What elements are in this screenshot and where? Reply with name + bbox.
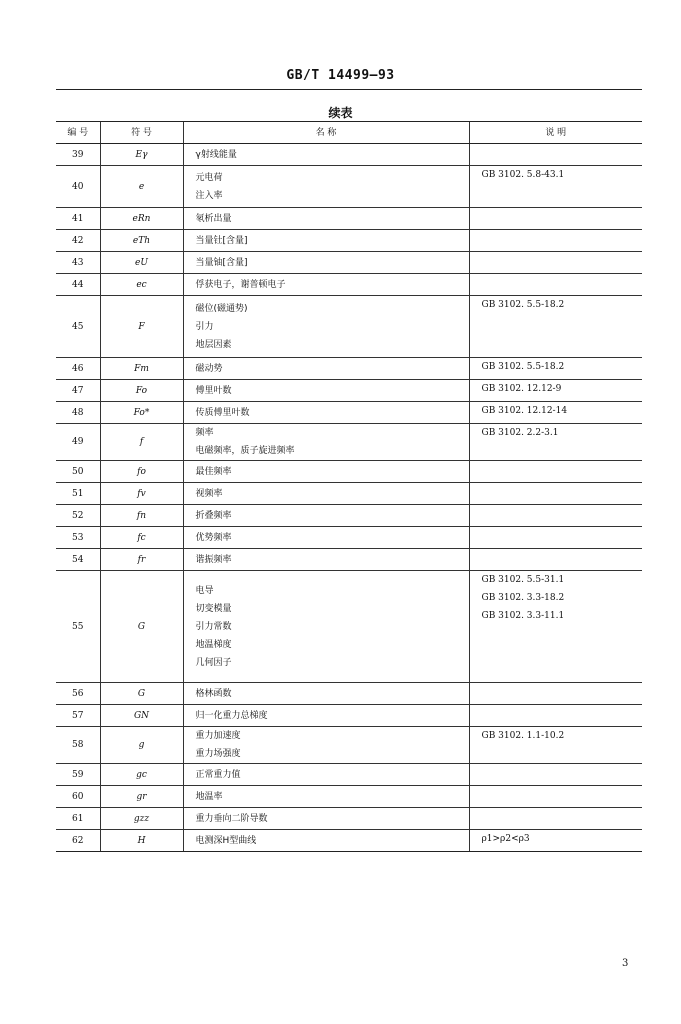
- row-names: [183, 144, 469, 166]
- row-note: ρ1>ρ2<ρ3: [481, 834, 530, 844]
- row-notes: [469, 786, 642, 808]
- row-note: GB 3102. 1.1-10.2: [481, 731, 565, 741]
- row-name: 地温率: [195, 791, 223, 802]
- row-number: 45: [56, 296, 100, 358]
- row-name: 几何因子: [195, 657, 232, 668]
- row-number: 58: [56, 727, 100, 764]
- row-symbol: fv: [100, 483, 183, 505]
- table-row: [56, 380, 642, 402]
- table-row: [56, 830, 642, 852]
- row-name: 当量钍[含量]: [195, 235, 248, 246]
- row-symbol: F: [100, 296, 183, 358]
- row-notes: [469, 764, 642, 786]
- row-number: 52: [56, 505, 100, 527]
- row-number: 57: [56, 705, 100, 727]
- row-number: 56: [56, 683, 100, 705]
- row-name: 重力垂向二阶导数: [195, 813, 268, 824]
- row-number: 49: [56, 424, 100, 461]
- row-names: [183, 505, 469, 527]
- row-notes: [469, 830, 642, 852]
- row-notes: [469, 252, 642, 274]
- table-row: [56, 483, 642, 505]
- column-header-note: 说 明: [469, 122, 642, 144]
- row-name: 地层因素: [195, 339, 232, 350]
- row-symbol: eTh: [100, 230, 183, 252]
- row-notes: [469, 727, 642, 764]
- continued-label: 续表: [328, 106, 353, 120]
- row-notes: [469, 380, 642, 402]
- row-number: 51: [56, 483, 100, 505]
- row-names: [183, 705, 469, 727]
- row-number: 59: [56, 764, 100, 786]
- table-row: [56, 727, 642, 764]
- row-name: 电测深H型曲线: [195, 835, 257, 846]
- row-note: GB 3102. 2.2-3.1: [481, 428, 559, 438]
- row-number: 42: [56, 230, 100, 252]
- row-name: 最佳频率: [195, 466, 232, 477]
- row-name: 谐振频率: [195, 554, 232, 565]
- row-symbol: G: [100, 571, 183, 683]
- row-name: 注入率: [195, 190, 223, 201]
- row-name: 归一化重力总梯度: [195, 710, 268, 721]
- row-names: [183, 527, 469, 549]
- row-notes: [469, 683, 642, 705]
- row-notes: [469, 358, 642, 380]
- page-number: 3: [622, 958, 629, 969]
- column-header-number: 编 号: [56, 122, 100, 144]
- row-name: 电导: [195, 585, 214, 596]
- row-names: [183, 402, 469, 424]
- table-header-row: [56, 122, 642, 144]
- row-name: 地温梯度: [195, 639, 232, 650]
- table-row: [56, 786, 642, 808]
- row-note: GB 3102. 12.12-14: [481, 406, 568, 416]
- row-name: 优势频率: [195, 532, 232, 543]
- table-row: [56, 166, 642, 208]
- row-number: 39: [56, 144, 100, 166]
- table-row: [56, 402, 642, 424]
- table-row: [56, 296, 642, 358]
- row-symbol: Fo*: [100, 402, 183, 424]
- row-name: 引力常数: [195, 621, 232, 632]
- row-names: [183, 252, 469, 274]
- table-row: [56, 208, 642, 230]
- row-name: 元电荷: [195, 172, 223, 183]
- row-notes: [469, 274, 642, 296]
- row-symbol: G: [100, 683, 183, 705]
- row-symbol: fo: [100, 461, 183, 483]
- table-row: [56, 808, 642, 830]
- row-names: [183, 230, 469, 252]
- row-name: 氡析出量: [195, 213, 232, 224]
- standard-code: GB/T 14499—93: [286, 68, 395, 83]
- row-notes: [469, 424, 642, 461]
- row-names: [183, 549, 469, 571]
- row-symbol: eRn: [100, 208, 183, 230]
- table-row: [56, 424, 642, 461]
- table-row: [56, 358, 642, 380]
- row-note: GB 3102. 3.3-18.2: [481, 593, 565, 603]
- table-row: [56, 252, 642, 274]
- row-symbol: Fo: [100, 380, 183, 402]
- row-notes: [469, 808, 642, 830]
- row-notes: [469, 461, 642, 483]
- row-symbol: fr: [100, 549, 183, 571]
- row-notes: [469, 527, 642, 549]
- row-number: 43: [56, 252, 100, 274]
- row-names: [183, 461, 469, 483]
- row-symbol: g: [100, 727, 183, 764]
- row-names: [183, 727, 469, 764]
- row-notes: [469, 230, 642, 252]
- row-names: [183, 424, 469, 461]
- row-note: GB 3102. 5.5-18.2: [481, 362, 565, 372]
- row-notes: [469, 208, 642, 230]
- row-notes: [469, 549, 642, 571]
- row-name: 格林函数: [195, 688, 232, 699]
- row-notes: [469, 571, 642, 683]
- row-symbol: gc: [100, 764, 183, 786]
- row-names: [183, 380, 469, 402]
- row-name: 重力加速度: [195, 731, 241, 741]
- table-row: [56, 705, 642, 727]
- row-number: 55: [56, 571, 100, 683]
- row-name: 重力场强度: [195, 749, 241, 759]
- row-number: 60: [56, 786, 100, 808]
- row-name: 视频率: [195, 488, 223, 499]
- row-names: [183, 764, 469, 786]
- table-row: [56, 549, 642, 571]
- header-rule: [56, 89, 642, 90]
- row-number: 47: [56, 380, 100, 402]
- row-notes: [469, 166, 642, 208]
- row-name: 磁动势: [195, 363, 223, 374]
- row-names: [183, 274, 469, 296]
- row-number: 40: [56, 166, 100, 208]
- row-number: 53: [56, 527, 100, 549]
- table-row: [56, 274, 642, 296]
- row-note: GB 3102. 5.5-18.2: [481, 300, 565, 310]
- row-notes: [469, 483, 642, 505]
- row-names: [183, 358, 469, 380]
- row-names: [183, 208, 469, 230]
- row-name: 傅里叶数: [195, 385, 232, 396]
- table-row: [56, 230, 642, 252]
- row-symbol: fc: [100, 527, 183, 549]
- table-row: [56, 527, 642, 549]
- row-names: [183, 808, 469, 830]
- row-note: GB 3102. 12.12-9: [481, 384, 562, 394]
- table-row: [56, 461, 642, 483]
- row-notes: [469, 402, 642, 424]
- row-name: 频率: [195, 428, 214, 438]
- row-symbol: gzz: [100, 808, 183, 830]
- row-symbol: GN: [100, 705, 183, 727]
- row-symbol: f: [100, 424, 183, 461]
- symbol-table: [56, 121, 642, 852]
- table-row: [56, 571, 642, 683]
- row-notes: [469, 505, 642, 527]
- row-name: 电磁频率，质子旋进频率: [195, 446, 295, 456]
- table-row: [56, 144, 642, 166]
- row-notes: [469, 705, 642, 727]
- row-symbol: e: [100, 166, 183, 208]
- row-names: [183, 571, 469, 683]
- row-name: 折叠频率: [195, 510, 232, 521]
- row-name: γ射线能量: [195, 149, 237, 160]
- row-number: 41: [56, 208, 100, 230]
- row-number: 48: [56, 402, 100, 424]
- row-names: [183, 296, 469, 358]
- row-note: GB 3102. 5.8-43.1: [481, 170, 565, 180]
- row-name: 传质傅里叶数: [195, 407, 250, 418]
- row-symbol: H: [100, 830, 183, 852]
- row-notes: [469, 144, 642, 166]
- row-symbol: ec: [100, 274, 183, 296]
- row-symbol: eU: [100, 252, 183, 274]
- column-header-name: 名 称: [183, 122, 469, 144]
- row-name: 俘获电子，谢普顿电子: [195, 279, 286, 290]
- row-number: 44: [56, 274, 100, 296]
- table-row: [56, 683, 642, 705]
- column-header-symbol: 符 号: [100, 122, 183, 144]
- row-names: [183, 166, 469, 208]
- row-names: [183, 683, 469, 705]
- row-name: 正常重力值: [195, 769, 241, 780]
- row-number: 61: [56, 808, 100, 830]
- row-name: 引力: [195, 321, 214, 332]
- table-row: [56, 505, 642, 527]
- row-number: 50: [56, 461, 100, 483]
- row-names: [183, 830, 469, 852]
- row-name: 磁位(磁通势): [195, 303, 248, 314]
- row-note: GB 3102. 3.3-11.1: [481, 611, 565, 621]
- row-names: [183, 786, 469, 808]
- row-note: GB 3102. 5.5-31.1: [481, 575, 565, 585]
- row-names: [183, 483, 469, 505]
- row-symbol: Eγ: [100, 144, 183, 166]
- row-symbol: gr: [100, 786, 183, 808]
- row-name: 切变模量: [195, 603, 232, 614]
- row-name: 当量铀[含量]: [195, 257, 248, 268]
- row-number: 54: [56, 549, 100, 571]
- row-symbol: fn: [100, 505, 183, 527]
- row-notes: [469, 296, 642, 358]
- row-symbol: Fm: [100, 358, 183, 380]
- row-number: 62: [56, 830, 100, 852]
- table-row: [56, 764, 642, 786]
- row-number: 46: [56, 358, 100, 380]
